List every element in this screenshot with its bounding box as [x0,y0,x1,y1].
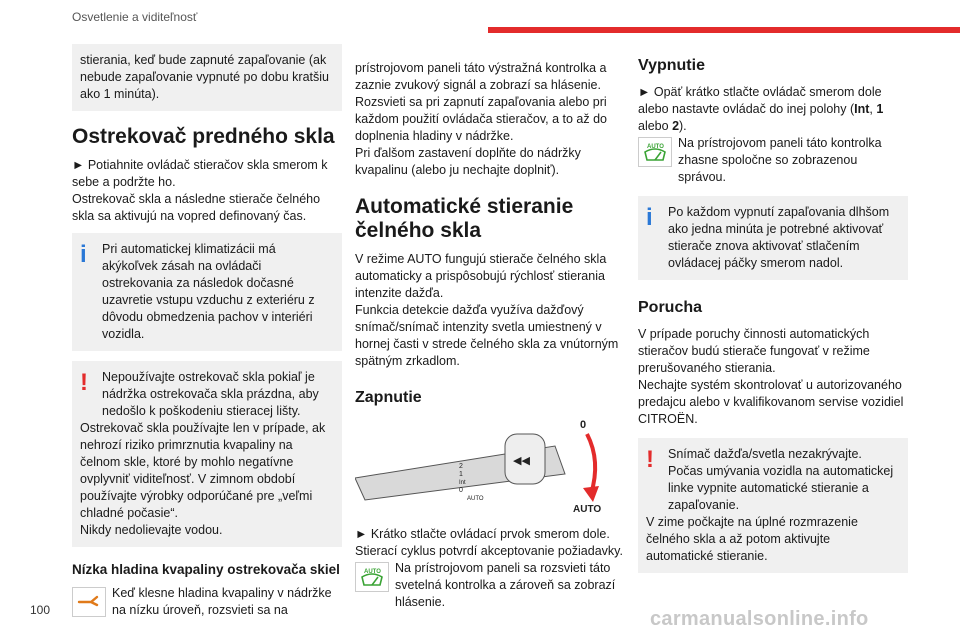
heading-front-washer: Ostrekovač predného skla [72,125,335,148]
warning-box-washer [72,361,342,547]
warning-text-2: Ostrekovač skla používajte len v prípade, ak nehrozí riziko primrznutia kvapaliny na čelnom skle, ktoré by mohlo negatívne ovplyvniť viditeľnosť. V zimnom období používajte výrobky odporúčané pre „veľmi chladné počasie“. [80,421,326,520]
fig-label-zero: 0 [580,419,587,431]
running-header: Osvetlenie a viditeľnosť [72,10,198,24]
warning-text-1: Nepoužívajte ostrekovač skla pokiaľ je nádržka ostrekovača skla prázdna, aby nedošlo k poškodeniu stieracej lišty. [102,370,319,418]
info-box-text: Po každom vypnutí zapaľovania dlhšom ako jedna minúta je potrebné aktivovať stierače znova aktivovať stlačením ovládacej páčky smerom nadol. [668,205,890,270]
continued-text-1: prístrojovom paneli táto výstražná kontrolka a zaznie zvukový signál a zobrazí sa hlásenie. [355,61,607,92]
warning-text-2: Počas umývania vozidla na automatickej linke vypnite automatické stieranie a zapaľovanie. [668,464,894,512]
fig-label-one: 1 [459,471,463,478]
continued-note-box [72,44,342,111]
fig-label-o: 0 [459,487,463,494]
fig-label-int: Int [459,480,466,486]
svg-text:AUTO: AUTO [364,569,381,575]
info-icon: i [80,241,87,268]
header-accent-bar [488,27,960,33]
washer-fluid-warning-icon [72,587,106,617]
fault-text-1: V prípade poruchy činnosti automatických stieračov budú stierače fungovať v režime prerušovaného stierania. [638,327,870,375]
svg-text:◀◀: ◀◀ [513,455,530,467]
svg-text:AUTO: AUTO [647,144,664,150]
column-1 [72,44,342,619]
continued-text-3: Pri ďalšom zastavení doplňte do nádržky kvapalinu (alebo ju nechajte doplniť). [355,146,581,177]
continued-text-2: Rozsvieti sa pri zapnutí zapaľovania alebo pri každom použití ovládača stieračov, a to až do doplnenia hladiny v nádržke. [355,95,607,143]
warning-text-3: V zime počkajte na úplné rozmrazenie čelného skla a až potom aktivujte automatické stieranie. [646,515,858,563]
fig-label-auto: AUTO [573,504,602,515]
auto-wiper-lamp-icon [355,562,389,592]
warning-text-1: Snímač dažďa/svetla nezakrývajte. [668,447,862,461]
washer-desc: Ostrekovač skla a následne stierače čelného skla sa aktivujú na vopred definovaný čas. [72,192,321,223]
info-box-reactivate [638,196,908,280]
warning-box-sensor [638,438,908,573]
warning-icon: ! [646,446,654,473]
deactivation-icon-row [638,135,908,186]
activation-icon-row [355,560,625,611]
activation-icon-text: Na prístrojovom paneli sa rozsvieti táto svetelná kontrolka a zároveň sa zobrazí hlásenie. [395,561,616,609]
heading-deactivation: Vypnutie [638,57,705,74]
heading-activation: Zapnutie [355,389,422,406]
info-box-text: Pri automatickej klimatizácii má akýkoľvek zásah na ovládači ostrekovania za následok dočasné uzavretie vstupu vzduchu z exteriéru z dôvodu obmedzenia pachov v interiéri vozidla. [102,242,315,341]
auto-text-2: Funkcia detekcie dažďa využíva dažďový snímač/snímač intenzity svetla umiestnený v hornej časti v strede čelného skla za vnútorným spätným zrkadlom. [355,303,619,368]
heading-auto-wiping: Automatické stieranie čelného skla [355,195,574,242]
activation-step: ► Krátko stlačte ovládací prvok smerom dole. Stierací cyklus potvrdí akceptovanie požiadavky. [355,527,623,558]
warning-text-3: Nikdy nedolievajte vodou. [80,523,223,537]
auto-text-1: V režime AUTO fungujú stierače čelného skla automaticky a prispôsobujú rýchlosť stierania intenzite dažďa. [355,252,607,300]
deactivation-step: ► Opäť krátko stlačte ovládač smerom dole alebo nastavte ovládač do inej polohy (Int, 1 alebo 2). [638,85,884,133]
page-number: 100 [30,603,51,617]
warning-icon: ! [80,369,88,396]
auto-wiper-lamp-icon [638,137,672,167]
info-box-climate [72,233,342,351]
fig-label-auto-small: AUTO [467,496,484,502]
low-fluid-row [72,585,342,619]
heading-low-fluid: Nízka hladina kvapaliny ostrekovača skiel [72,562,340,577]
fig-label-two: 2 [459,463,463,470]
column-2 [355,60,625,611]
heading-fault: Porucha [638,299,703,316]
deactivation-icon-text: Na prístrojovom paneli táto kontrolka zhasne spoločne so zobrazenou správou. [678,136,882,184]
info-icon: i [646,204,653,231]
continued-note-text: stierania, keď bude zapnuté zapaľovanie (ak nebude zapaľovanie vypnuté po dobu kratšiu ako 1 minúta). [80,53,329,101]
column-3 [638,44,908,583]
wiper-stalk-figure [355,416,605,516]
watermark: carmanualsonline.info [650,608,869,630]
washer-step: ► Potiahnite ovládač stieračov skla smerom k sebe a podržte ho. [72,158,328,189]
low-fluid-text: Keď klesne hladina kvapaliny v nádržke na nízku úroveň, rozsvieti sa na [112,586,332,617]
fault-text-2: Nechajte systém skontrolovať u autorizovaného predajcu alebo v kvalifikovanom servise vozidiel CITROËN. [638,378,904,426]
